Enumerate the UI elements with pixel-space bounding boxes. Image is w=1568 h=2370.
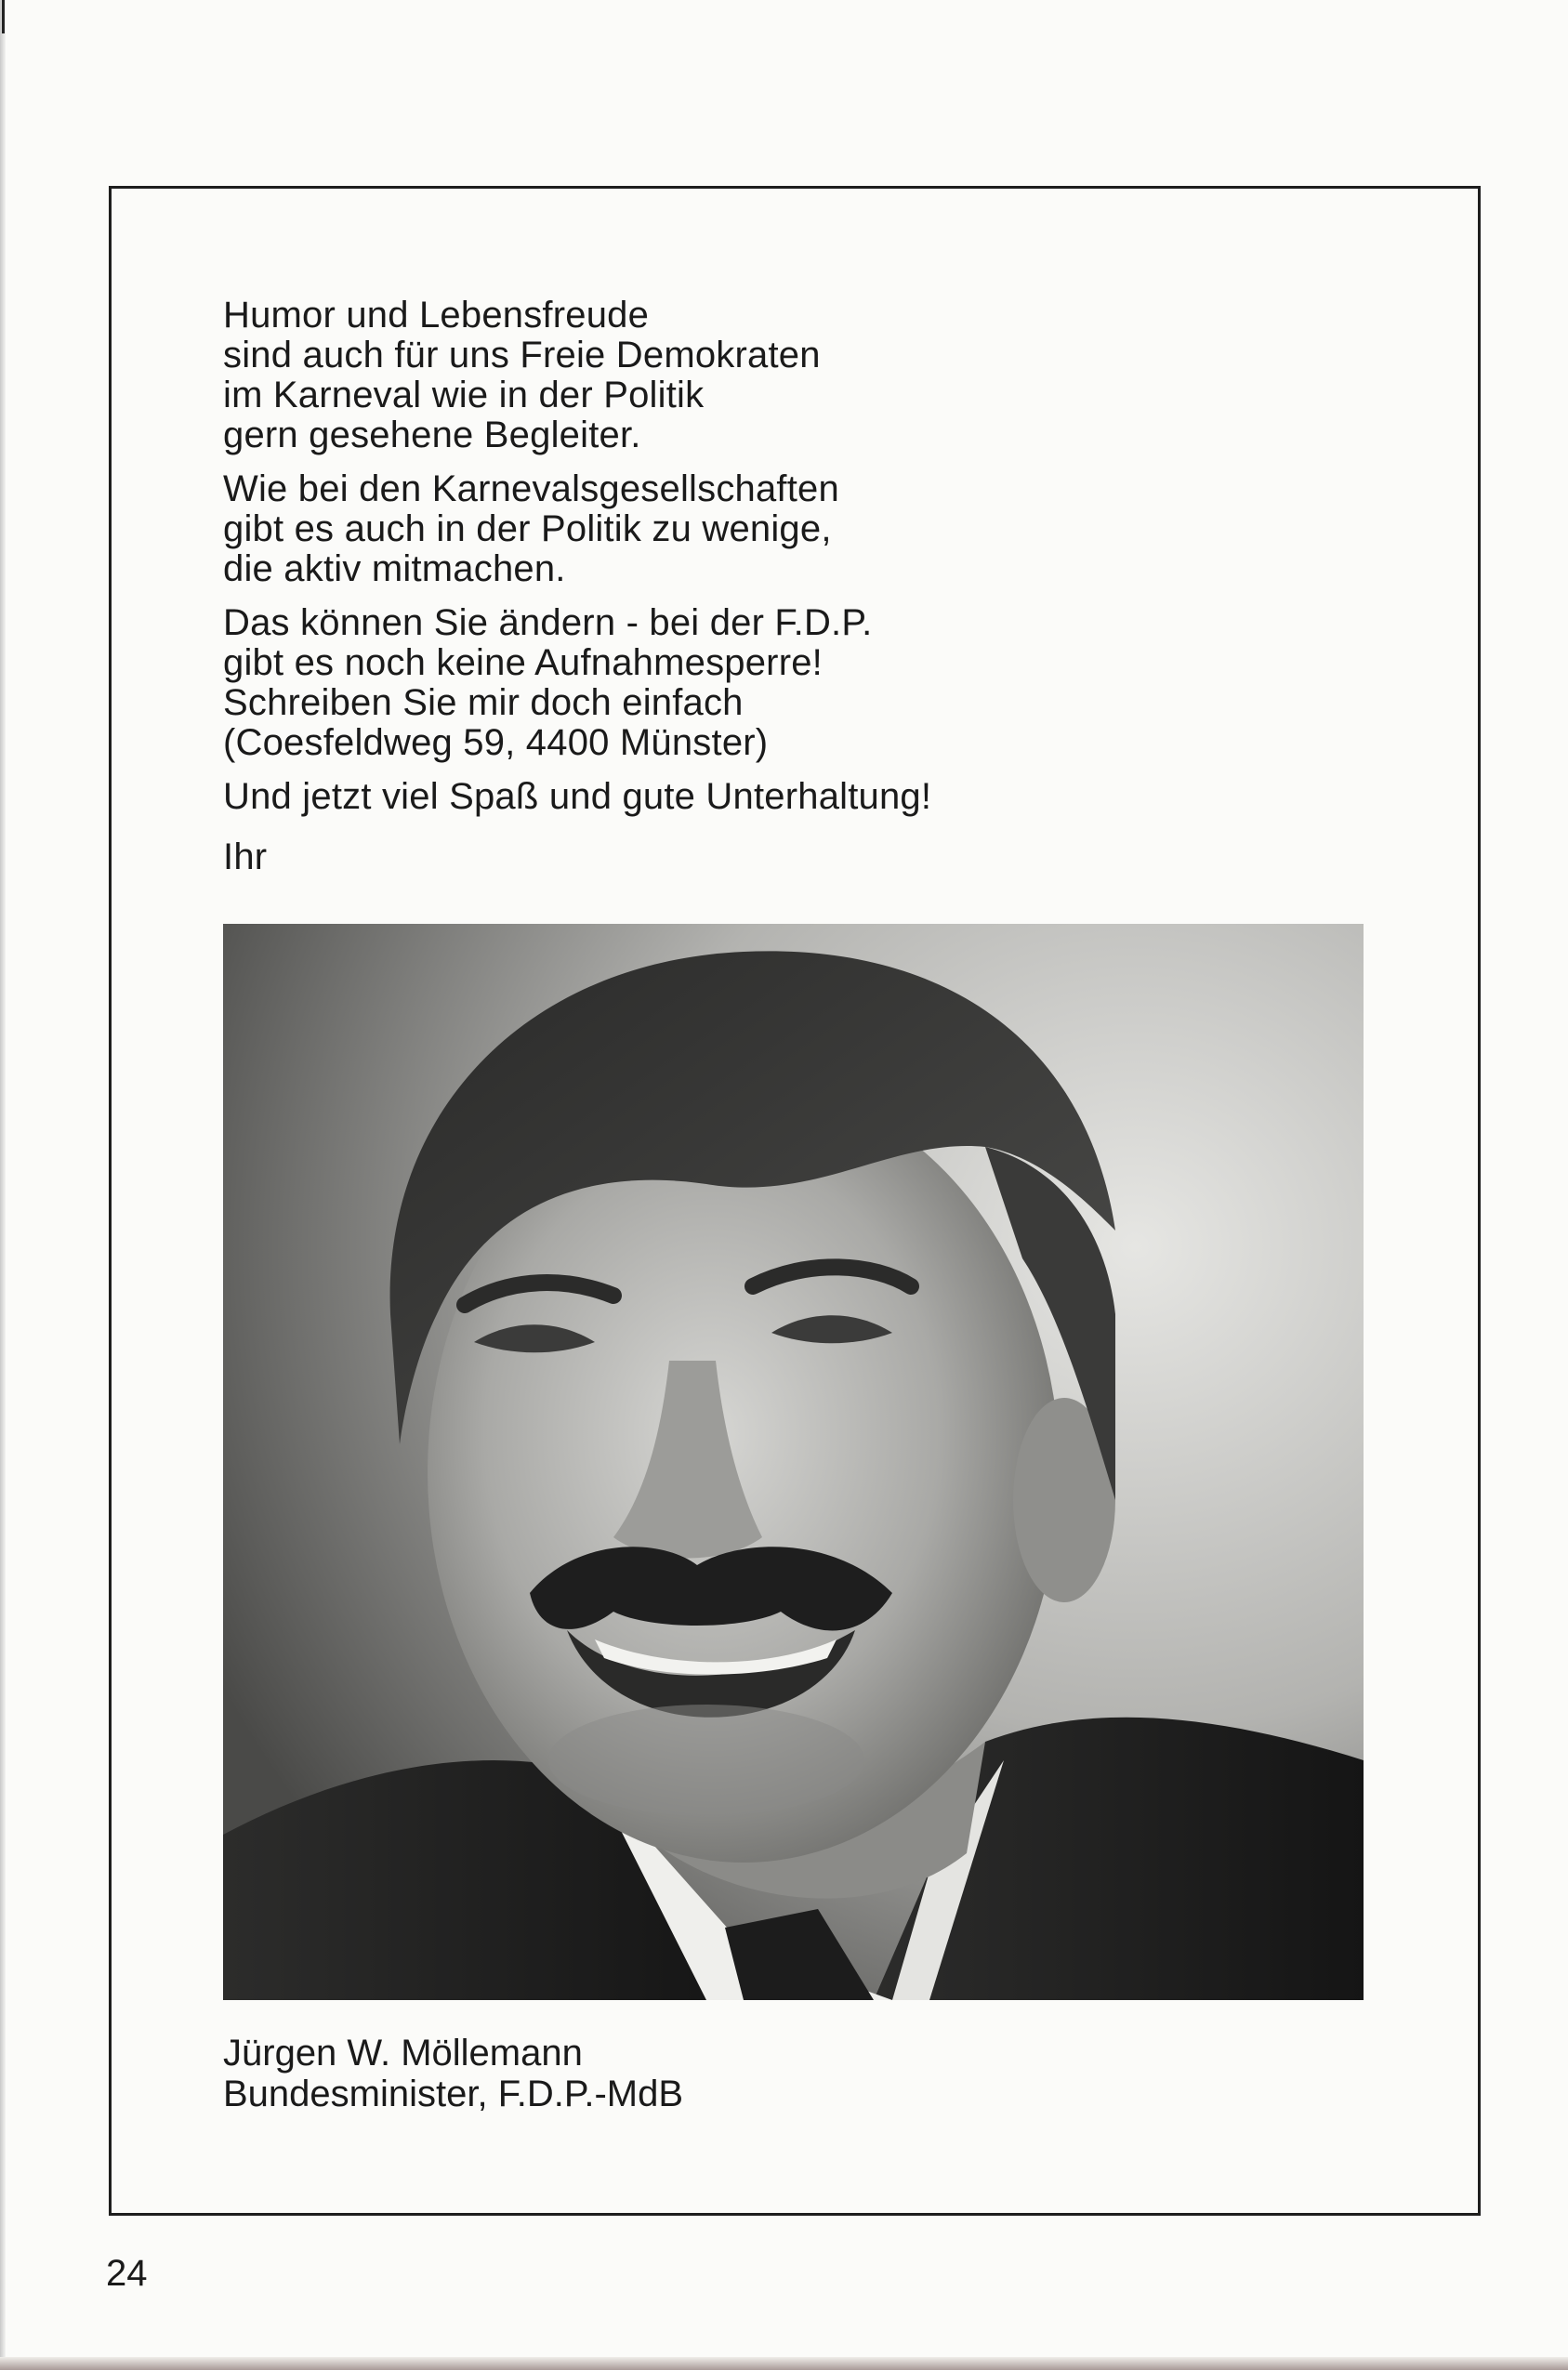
person-name: Jürgen W. Möllemann — [223, 2033, 583, 2074]
text-line: gibt es auch in der Politik zu wenige, — [223, 508, 832, 549]
portrait-photo — [223, 924, 1364, 2000]
portrait-illustration — [223, 924, 1364, 2000]
photo-caption — [223, 2033, 683, 2114]
text-line: sind auch für uns Freie Demokraten — [223, 335, 821, 375]
letter-text — [223, 296, 1060, 891]
text-line: gibt es noch keine Aufnahmesperre! — [223, 642, 823, 683]
page-number: 24 — [106, 2253, 148, 2294]
mustache — [530, 1547, 892, 1630]
greeting: Ihr — [223, 836, 268, 877]
text-line: im Karneval wie in der Politik — [223, 375, 705, 415]
paragraph-2 — [223, 469, 1060, 589]
paragraph-4 — [223, 777, 1060, 817]
text-line: Das können Sie ändern - bei der F.D.P. — [223, 602, 873, 643]
text-line: Wie bei den Karnevalsgesellschaften — [223, 468, 839, 509]
text-line: die aktiv mitmachen. — [223, 548, 566, 589]
person-title: Bundesminister, F.D.P.-MdB — [223, 2074, 684, 2114]
text-line: Humor und Lebensfreude — [223, 295, 650, 336]
paragraph-1 — [223, 296, 1060, 455]
text-line: Schreiben Sie mir doch einfach — [223, 682, 744, 723]
page-edge — [0, 0, 6, 2370]
text-line: gern gesehene Begleiter. — [223, 415, 641, 455]
text-line: (Coesfeldweg 59, 4400 Münster) — [223, 722, 769, 763]
binding-mark — [2, 0, 5, 33]
page-bottom-edge — [0, 2357, 1568, 2370]
chin — [548, 1705, 864, 1816]
paragraph-3 — [223, 603, 1060, 763]
text-line: Und jetzt viel Spaß und gute Unterhaltung! — [223, 776, 932, 817]
